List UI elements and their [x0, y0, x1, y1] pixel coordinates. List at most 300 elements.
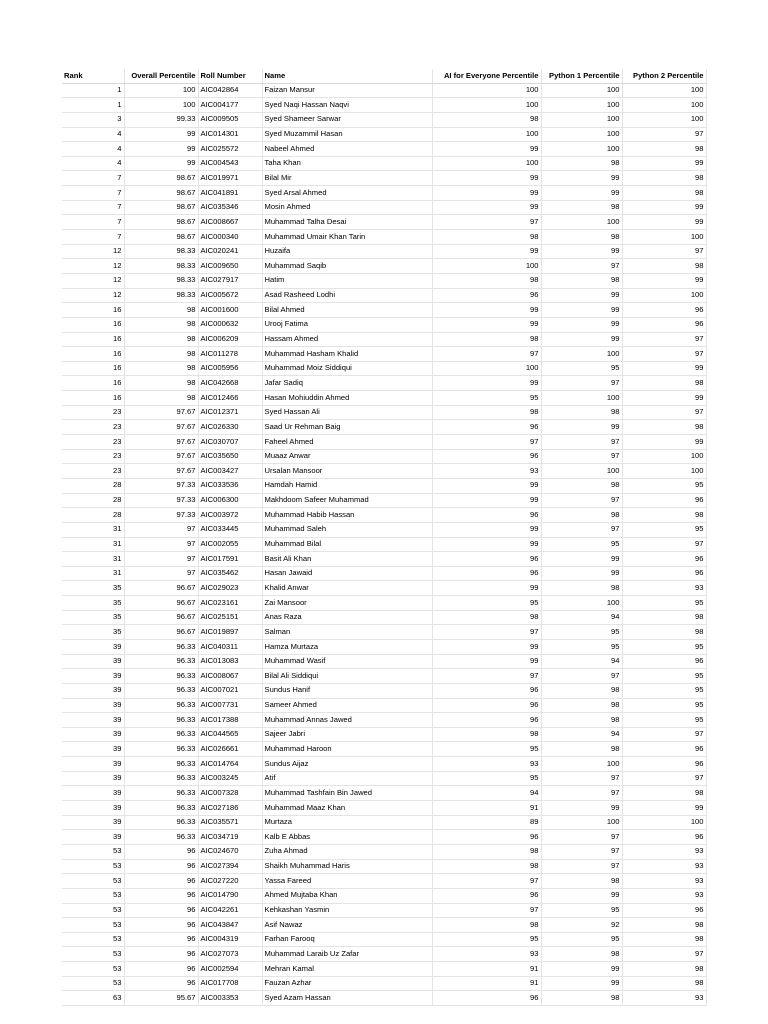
cell-rank: 1	[62, 98, 124, 113]
cell-name: Fauzan Azhar	[262, 976, 432, 991]
cell-python1-percentile: 98	[541, 508, 622, 523]
cell-python2-percentile: 96	[622, 552, 706, 567]
table-row	[62, 142, 706, 157]
cell-name: Hamdah Hamid	[262, 478, 432, 493]
cell-python1-percentile: 99	[541, 244, 622, 259]
cell-python2-percentile: 100	[622, 112, 706, 127]
cell-python1-percentile: 97	[541, 449, 622, 464]
cell-ai-percentile: 96	[432, 566, 541, 581]
cell-ai-percentile: 98	[432, 610, 541, 625]
cell-overall-percentile: 96.33	[124, 742, 198, 757]
cell-overall-percentile: 97	[124, 537, 198, 552]
cell-ai-percentile: 96	[432, 888, 541, 903]
cell-python1-percentile: 100	[541, 142, 622, 157]
cell-roll-number: AIC042864	[198, 83, 262, 98]
table-row	[62, 508, 706, 523]
cell-python2-percentile: 98	[622, 376, 706, 391]
cell-python1-percentile: 99	[541, 976, 622, 991]
cell-python1-percentile: 97	[541, 669, 622, 684]
cell-ai-percentile: 100	[432, 83, 541, 98]
table-row	[62, 874, 706, 889]
table-row	[62, 420, 706, 435]
cell-ai-percentile: 96	[432, 508, 541, 523]
cell-roll-number: AIC007021	[198, 683, 262, 698]
cell-ai-percentile: 95	[432, 771, 541, 786]
cell-python1-percentile: 97	[541, 830, 622, 845]
cell-ai-percentile: 93	[432, 947, 541, 962]
table-row	[62, 742, 706, 757]
cell-rank: 16	[62, 376, 124, 391]
cell-overall-percentile: 96	[124, 932, 198, 947]
cell-python1-percentile: 100	[541, 596, 622, 611]
cell-python1-percentile: 99	[541, 566, 622, 581]
cell-roll-number: AIC025151	[198, 610, 262, 625]
cell-ai-percentile: 97	[432, 874, 541, 889]
cell-python2-percentile: 98	[622, 918, 706, 933]
table-row	[62, 801, 706, 816]
cell-roll-number: AIC027220	[198, 874, 262, 889]
cell-rank: 28	[62, 508, 124, 523]
cell-name: Shaikh Muhammad Haris	[262, 859, 432, 874]
cell-python2-percentile: 100	[622, 288, 706, 303]
cell-python1-percentile: 99	[541, 332, 622, 347]
cell-rank: 39	[62, 757, 124, 772]
cell-name: Sundus Aijaz	[262, 757, 432, 772]
cell-roll-number: AIC027186	[198, 801, 262, 816]
cell-overall-percentile: 97	[124, 522, 198, 537]
cell-ai-percentile: 97	[432, 347, 541, 362]
cell-roll-number: AIC029023	[198, 581, 262, 596]
cell-overall-percentile: 96.33	[124, 771, 198, 786]
cell-overall-percentile: 98.67	[124, 200, 198, 215]
cell-rank: 7	[62, 171, 124, 186]
cell-overall-percentile: 96.33	[124, 639, 198, 654]
cell-python2-percentile: 98	[622, 625, 706, 640]
cell-overall-percentile: 98	[124, 332, 198, 347]
cell-name: Muhammad Hasham Khalid	[262, 347, 432, 362]
cell-rank: 12	[62, 259, 124, 274]
cell-python1-percentile: 94	[541, 610, 622, 625]
col-header-python1-percentile: Python 1 Percentile	[541, 69, 622, 83]
cell-overall-percentile: 98	[124, 347, 198, 362]
cell-roll-number: AIC002055	[198, 537, 262, 552]
cell-name: Kalb E Abbas	[262, 830, 432, 845]
cell-name: Sajeer Jabri	[262, 727, 432, 742]
cell-overall-percentile: 98.67	[124, 186, 198, 201]
cell-python2-percentile: 96	[622, 317, 706, 332]
cell-name: Bilal Mir	[262, 171, 432, 186]
cell-rank: 35	[62, 581, 124, 596]
cell-rank: 39	[62, 713, 124, 728]
table-row	[62, 918, 706, 933]
cell-overall-percentile: 95.67	[124, 991, 198, 1006]
cell-overall-percentile: 96.33	[124, 801, 198, 816]
cell-rank: 35	[62, 596, 124, 611]
cell-rank: 39	[62, 669, 124, 684]
cell-python2-percentile: 99	[622, 801, 706, 816]
cell-ai-percentile: 96	[432, 698, 541, 713]
cell-name: Syed Azam Hassan	[262, 991, 432, 1006]
cell-roll-number: AIC014764	[198, 757, 262, 772]
cell-name: Farhan Farooq	[262, 932, 432, 947]
cell-python1-percentile: 100	[541, 464, 622, 479]
cell-python1-percentile: 97	[541, 771, 622, 786]
cell-rank: 35	[62, 625, 124, 640]
cell-python1-percentile: 95	[541, 361, 622, 376]
cell-python1-percentile: 95	[541, 537, 622, 552]
cell-python2-percentile: 97	[622, 127, 706, 142]
cell-roll-number: AIC035571	[198, 815, 262, 830]
cell-python1-percentile: 99	[541, 317, 622, 332]
table-row	[62, 757, 706, 772]
cell-python1-percentile: 99	[541, 288, 622, 303]
cell-rank: 53	[62, 888, 124, 903]
cell-name: Muhammad Talha Desai	[262, 215, 432, 230]
cell-ai-percentile: 96	[432, 420, 541, 435]
cell-overall-percentile: 96.33	[124, 815, 198, 830]
cell-python2-percentile: 98	[622, 610, 706, 625]
table-row	[62, 273, 706, 288]
cell-python2-percentile: 97	[622, 947, 706, 962]
table-row	[62, 888, 706, 903]
cell-ai-percentile: 98	[432, 112, 541, 127]
table-row	[62, 698, 706, 713]
table-row	[62, 537, 706, 552]
table-row	[62, 947, 706, 962]
table-row	[62, 83, 706, 98]
cell-python1-percentile: 100	[541, 83, 622, 98]
cell-python1-percentile: 97	[541, 435, 622, 450]
cell-roll-number: AIC017591	[198, 552, 262, 567]
table-row	[62, 976, 706, 991]
table-row	[62, 786, 706, 801]
cell-python2-percentile: 96	[622, 493, 706, 508]
cell-python1-percentile: 98	[541, 991, 622, 1006]
cell-ai-percentile: 100	[432, 127, 541, 142]
cell-ai-percentile: 98	[432, 230, 541, 245]
cell-rank: 16	[62, 303, 124, 318]
cell-python1-percentile: 98	[541, 273, 622, 288]
cell-name: Hasan Jawaid	[262, 566, 432, 581]
cell-python2-percentile: 93	[622, 888, 706, 903]
cell-python2-percentile: 98	[622, 420, 706, 435]
cell-name: Syed Muzammil Hasan	[262, 127, 432, 142]
cell-ai-percentile: 98	[432, 727, 541, 742]
cell-roll-number: AIC041891	[198, 186, 262, 201]
cell-python2-percentile: 96	[622, 830, 706, 845]
cell-name: Muhammad Tashfain Bin Jawed	[262, 786, 432, 801]
cell-python2-percentile: 93	[622, 859, 706, 874]
cell-python2-percentile: 97	[622, 332, 706, 347]
cell-name: Syed Shameer Sarwar	[262, 112, 432, 127]
cell-python2-percentile: 98	[622, 932, 706, 947]
cell-rank: 53	[62, 932, 124, 947]
cell-name: Yassa Fareed	[262, 874, 432, 889]
cell-ai-percentile: 98	[432, 405, 541, 420]
cell-roll-number: AIC020241	[198, 244, 262, 259]
cell-rank: 35	[62, 610, 124, 625]
table-row	[62, 288, 706, 303]
cell-name: Muhammad Annas Jawed	[262, 713, 432, 728]
cell-python1-percentile: 100	[541, 98, 622, 113]
cell-python2-percentile: 95	[622, 683, 706, 698]
cell-rank: 12	[62, 288, 124, 303]
cell-rank: 16	[62, 361, 124, 376]
cell-python1-percentile: 99	[541, 171, 622, 186]
table-row	[62, 171, 706, 186]
cell-roll-number: AIC025572	[198, 142, 262, 157]
cell-rank: 39	[62, 771, 124, 786]
table-row	[62, 200, 706, 215]
cell-name: Syed Naqi Hassan Naqvi	[262, 98, 432, 113]
table-row	[62, 332, 706, 347]
cell-rank: 63	[62, 991, 124, 1006]
cell-rank: 39	[62, 815, 124, 830]
cell-python2-percentile: 99	[622, 215, 706, 230]
cell-name: Muhammad Habib Hassan	[262, 508, 432, 523]
table-row	[62, 449, 706, 464]
cell-roll-number: AIC040311	[198, 639, 262, 654]
cell-python1-percentile: 100	[541, 391, 622, 406]
cell-roll-number: AIC044565	[198, 727, 262, 742]
cell-python2-percentile: 95	[622, 639, 706, 654]
cell-overall-percentile: 96.33	[124, 669, 198, 684]
cell-roll-number: AIC008667	[198, 215, 262, 230]
table-row	[62, 859, 706, 874]
cell-rank: 23	[62, 449, 124, 464]
cell-ai-percentile: 99	[432, 537, 541, 552]
cell-rank: 16	[62, 332, 124, 347]
cell-name: Basit Ali Khan	[262, 552, 432, 567]
cell-name: Faheel Ahmed	[262, 435, 432, 450]
table-row	[62, 625, 706, 640]
cell-roll-number: AIC042668	[198, 376, 262, 391]
cell-python2-percentile: 100	[622, 815, 706, 830]
table-row	[62, 112, 706, 127]
cell-name: Kehkashan Yasmin	[262, 903, 432, 918]
cell-roll-number: AIC017388	[198, 713, 262, 728]
cell-ai-percentile: 99	[432, 376, 541, 391]
cell-rank: 31	[62, 552, 124, 567]
cell-ai-percentile: 99	[432, 303, 541, 318]
cell-ai-percentile: 95	[432, 932, 541, 947]
cell-ai-percentile: 99	[432, 639, 541, 654]
cell-overall-percentile: 97.67	[124, 449, 198, 464]
cell-rank: 4	[62, 142, 124, 157]
cell-python2-percentile: 97	[622, 405, 706, 420]
cell-ai-percentile: 99	[432, 522, 541, 537]
cell-python1-percentile: 98	[541, 713, 622, 728]
cell-overall-percentile: 98	[124, 361, 198, 376]
cell-rank: 23	[62, 464, 124, 479]
cell-rank: 16	[62, 317, 124, 332]
cell-overall-percentile: 97	[124, 566, 198, 581]
cell-ai-percentile: 95	[432, 742, 541, 757]
cell-python2-percentile: 98	[622, 508, 706, 523]
cell-ai-percentile: 99	[432, 171, 541, 186]
col-header-name: Name	[262, 69, 432, 83]
cell-ai-percentile: 97	[432, 903, 541, 918]
cell-roll-number: AIC004177	[198, 98, 262, 113]
cell-overall-percentile: 96.67	[124, 581, 198, 596]
cell-roll-number: AIC026661	[198, 742, 262, 757]
table-row	[62, 405, 706, 420]
cell-python2-percentile: 95	[622, 669, 706, 684]
cell-name: Nabeel Ahmed	[262, 142, 432, 157]
cell-python1-percentile: 99	[541, 888, 622, 903]
cell-python1-percentile: 98	[541, 478, 622, 493]
cell-roll-number: AIC014301	[198, 127, 262, 142]
cell-name: Saad Ur Rehman Baig	[262, 420, 432, 435]
table-row	[62, 259, 706, 274]
cell-ai-percentile: 100	[432, 156, 541, 171]
cell-rank: 53	[62, 874, 124, 889]
table-row	[62, 435, 706, 450]
cell-rank: 39	[62, 786, 124, 801]
cell-overall-percentile: 97.67	[124, 464, 198, 479]
cell-roll-number: AIC035462	[198, 566, 262, 581]
cell-overall-percentile: 98.67	[124, 215, 198, 230]
table-body	[62, 83, 706, 1005]
cell-rank: 7	[62, 215, 124, 230]
cell-python1-percentile: 98	[541, 742, 622, 757]
cell-overall-percentile: 98.33	[124, 273, 198, 288]
cell-overall-percentile: 98	[124, 303, 198, 318]
cell-overall-percentile: 96.33	[124, 683, 198, 698]
cell-name: Muhammad Haroon	[262, 742, 432, 757]
cell-python1-percentile: 99	[541, 962, 622, 977]
cell-roll-number: AIC007731	[198, 698, 262, 713]
table-row	[62, 639, 706, 654]
cell-name: Zai Mansoor	[262, 596, 432, 611]
cell-rank: 53	[62, 976, 124, 991]
cell-name: Atif	[262, 771, 432, 786]
cell-roll-number: AIC003972	[198, 508, 262, 523]
cell-rank: 4	[62, 156, 124, 171]
cell-python1-percentile: 98	[541, 947, 622, 962]
cell-rank: 12	[62, 244, 124, 259]
cell-overall-percentile: 98.33	[124, 244, 198, 259]
cell-name: Asif Nawaz	[262, 918, 432, 933]
cell-python2-percentile: 99	[622, 391, 706, 406]
cell-overall-percentile: 97.33	[124, 508, 198, 523]
cell-overall-percentile: 96	[124, 888, 198, 903]
table-row	[62, 303, 706, 318]
table-row	[62, 230, 706, 245]
table-row	[62, 317, 706, 332]
cell-roll-number: AIC023161	[198, 596, 262, 611]
cell-ai-percentile: 100	[432, 98, 541, 113]
cell-overall-percentile: 96.33	[124, 698, 198, 713]
cell-ai-percentile: 96	[432, 288, 541, 303]
cell-rank: 53	[62, 844, 124, 859]
cell-name: Salman	[262, 625, 432, 640]
cell-roll-number: AIC024670	[198, 844, 262, 859]
cell-python2-percentile: 100	[622, 449, 706, 464]
cell-ai-percentile: 91	[432, 976, 541, 991]
cell-ai-percentile: 99	[432, 142, 541, 157]
table-row	[62, 610, 706, 625]
spreadsheet	[62, 69, 706, 1006]
cell-name: Huzaifa	[262, 244, 432, 259]
cell-python2-percentile: 93	[622, 991, 706, 1006]
cell-python1-percentile: 92	[541, 918, 622, 933]
cell-python1-percentile: 94	[541, 727, 622, 742]
cell-ai-percentile: 99	[432, 581, 541, 596]
cell-python1-percentile: 98	[541, 581, 622, 596]
cell-rank: 16	[62, 391, 124, 406]
cell-ai-percentile: 96	[432, 552, 541, 567]
cell-python2-percentile: 98	[622, 259, 706, 274]
cell-roll-number: AIC033445	[198, 522, 262, 537]
cell-ai-percentile: 100	[432, 361, 541, 376]
cell-rank: 28	[62, 493, 124, 508]
cell-python1-percentile: 98	[541, 230, 622, 245]
cell-overall-percentile: 96.67	[124, 610, 198, 625]
cell-rank: 16	[62, 347, 124, 362]
cell-overall-percentile: 100	[124, 83, 198, 98]
cell-ai-percentile: 98	[432, 844, 541, 859]
cell-python2-percentile: 99	[622, 273, 706, 288]
cell-python2-percentile: 100	[622, 230, 706, 245]
cell-name: Muaaz Anwar	[262, 449, 432, 464]
cell-ai-percentile: 99	[432, 317, 541, 332]
table-row	[62, 596, 706, 611]
cell-name: Muhammad Umair Khan Tarin	[262, 230, 432, 245]
cell-ai-percentile: 96	[432, 713, 541, 728]
cell-python2-percentile: 96	[622, 566, 706, 581]
cell-python2-percentile: 98	[622, 962, 706, 977]
cell-python1-percentile: 95	[541, 639, 622, 654]
col-header-roll-number: Roll Number	[198, 69, 262, 83]
table-row	[62, 683, 706, 698]
cell-roll-number: AIC004543	[198, 156, 262, 171]
cell-overall-percentile: 98.33	[124, 259, 198, 274]
cell-roll-number: AIC034719	[198, 830, 262, 845]
table-row	[62, 566, 706, 581]
results-table	[62, 69, 707, 1006]
cell-python2-percentile: 93	[622, 844, 706, 859]
cell-name: Khalid Anwar	[262, 581, 432, 596]
cell-python2-percentile: 96	[622, 742, 706, 757]
cell-rank: 7	[62, 230, 124, 245]
table-row	[62, 830, 706, 845]
cell-python1-percentile: 95	[541, 932, 622, 947]
cell-python2-percentile: 93	[622, 874, 706, 889]
cell-ai-percentile: 99	[432, 654, 541, 669]
cell-rank: 39	[62, 639, 124, 654]
cell-roll-number: AIC008067	[198, 669, 262, 684]
cell-roll-number: AIC019897	[198, 625, 262, 640]
cell-overall-percentile: 97.67	[124, 435, 198, 450]
cell-rank: 53	[62, 859, 124, 874]
cell-ai-percentile: 95	[432, 391, 541, 406]
cell-rank: 3	[62, 112, 124, 127]
cell-rank: 7	[62, 186, 124, 201]
cell-roll-number: AIC006300	[198, 493, 262, 508]
cell-python2-percentile: 100	[622, 464, 706, 479]
cell-ai-percentile: 100	[432, 259, 541, 274]
cell-python2-percentile: 97	[622, 347, 706, 362]
cell-python1-percentile: 99	[541, 420, 622, 435]
cell-overall-percentile: 96	[124, 844, 198, 859]
cell-roll-number: AIC042261	[198, 903, 262, 918]
cell-name: Muhammad Moiz Siddiqui	[262, 361, 432, 376]
cell-name: Muhammad Saleh	[262, 522, 432, 537]
cell-python1-percentile: 100	[541, 757, 622, 772]
cell-overall-percentile: 98.67	[124, 230, 198, 245]
cell-ai-percentile: 93	[432, 757, 541, 772]
